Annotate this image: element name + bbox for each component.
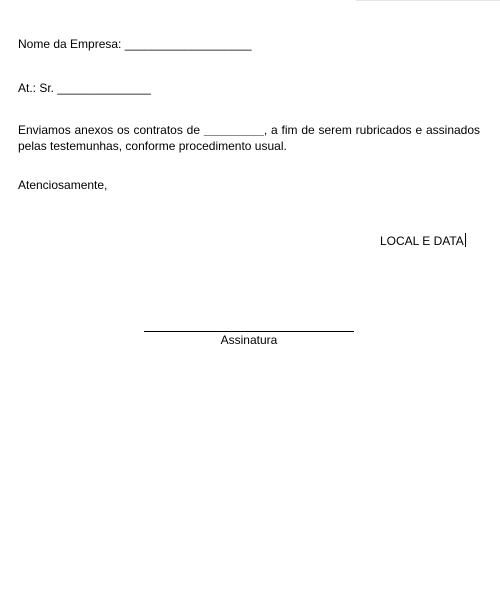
company-name-line [18, 36, 252, 52]
signature-label: Assinatura [220, 333, 278, 347]
attention-label: At.: Sr. [18, 81, 58, 95]
company-name-blank[interactable]: ___________________ [124, 37, 252, 51]
local-date-field[interactable] [380, 233, 480, 249]
attention-line [18, 80, 151, 96]
contracts-blank[interactable]: _________ [203, 123, 264, 137]
attention-name-blank[interactable]: ______________ [57, 81, 151, 95]
top-edge-rule [356, 0, 500, 1]
text-cursor [465, 233, 466, 247]
body-text-part2: , a fim de serem rubricados e assinados pelas testemunhas, conforme procedimento usual. [18, 123, 481, 153]
body-paragraph [18, 122, 480, 154]
company-name-label: Nome da Empresa: [18, 37, 125, 51]
closing-line: Atenciosamente, [18, 178, 108, 192]
local-date-text: LOCAL E DATA [380, 234, 464, 248]
body-text-part1: Enviamos anexos os contratos de [18, 123, 204, 137]
